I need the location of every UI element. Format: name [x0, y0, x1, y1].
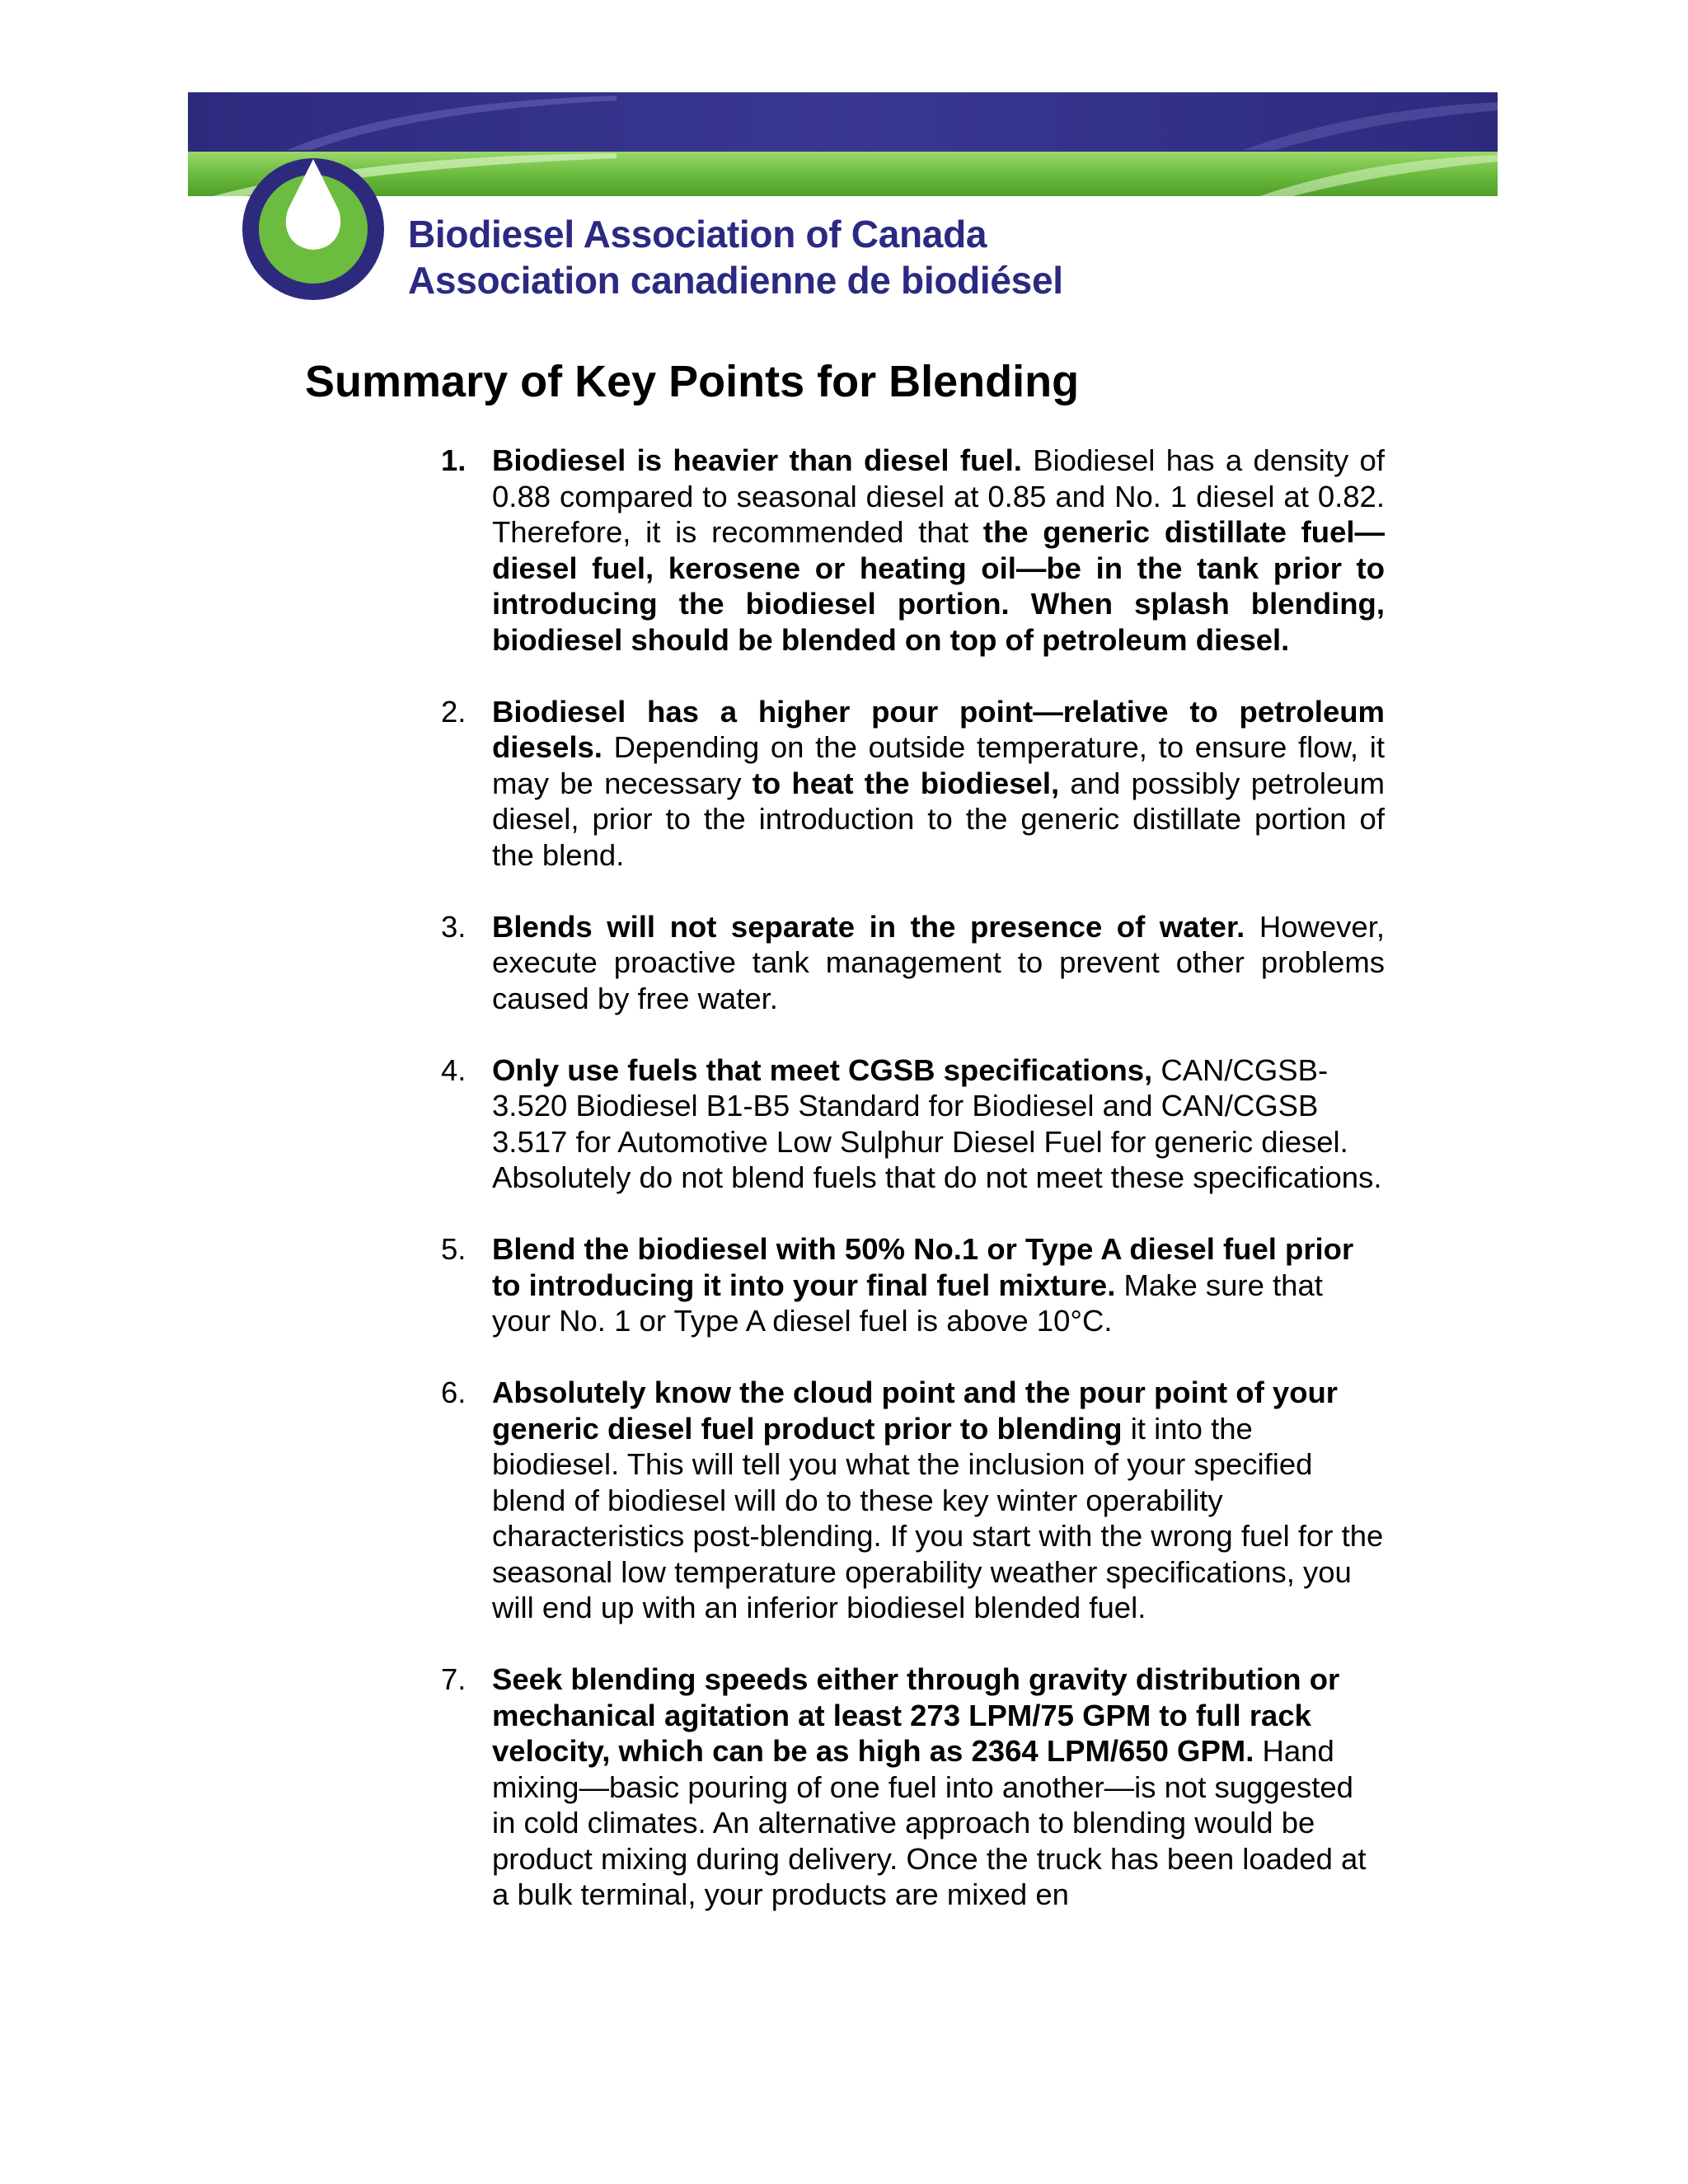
point-text-bold: Only use fuels that meet CGSB specifications, — [492, 1052, 1153, 1087]
point-text: Hand mixing—basic pouring of one fuel into another—is not suggested in cold climates. An alternative approach to blending would be product mixing during delivery. Once the truck has been loaded at a bulk terminal, your products are mixed en — [492, 1734, 1367, 1911]
point-text-bold: the generic distillate fuel—diesel fuel, kerosene or heating oil—be in the tank prior to introducing the biodiesel portion. When splash blending, biodiesel should be blended on top of petroleum diesel. — [492, 515, 1386, 657]
point-number: 2. — [441, 694, 467, 729]
organization-name — [408, 211, 1063, 303]
point-text: Make sure that your No. 1 or Type A diesel fuel is above 10°C. — [492, 1268, 1323, 1338]
point-text: Biodiesel has a density of 0.88 compared to seasonal diesel at 0.85 and No. 1 diesel at 0.82. Therefore, it is recommended that — [492, 443, 1385, 549]
key-point-7 — [441, 1661, 1385, 1913]
point-text-bold: to heat the biodiesel, — [752, 766, 1060, 800]
point-text: and possibly petroleum diesel, prior to the introduction to the generic distillate portion of the blend. — [492, 766, 1385, 872]
point-text-bold: Blends will not separate in the presence of water. — [492, 909, 1245, 944]
point-number: 1. — [441, 443, 467, 477]
key-point-4 — [441, 1052, 1385, 1196]
key-point-2 — [441, 694, 1385, 874]
point-text: it into the biodiesel. This will tell you what the inclusion of your specified blend of biodiesel will do to these key winter operability characteristics post-blending. If you start with the wrong fuel for the seasonal low temperature operability weather specifications, you will end up with an inferior biodiesel blended fuel. — [492, 1411, 1384, 1624]
key-point-3 — [441, 909, 1385, 1017]
point-text-bold: Biodiesel has a higher pour point—relative to petroleum diesels. — [492, 694, 1385, 764]
point-text-bold: Blend the biodiesel with 50% No.1 or Type A diesel fuel prior to introducing it into your final fuel mixture. — [492, 1232, 1354, 1302]
point-number: 4. — [441, 1052, 467, 1087]
point-number: 5. — [441, 1232, 467, 1266]
org-name-english: Biodiesel Association of Canada — [408, 213, 987, 255]
key-points-list — [441, 443, 1385, 1948]
page-title: Summary of Key Points for Blending — [305, 357, 1080, 406]
point-number: 7. — [441, 1662, 467, 1696]
point-number: 6. — [441, 1376, 467, 1409]
point-text: However, execute proactive tank management to prevent other problems caused by free water. — [492, 909, 1386, 1015]
key-point-1 — [441, 443, 1385, 658]
point-text-bold: Absolutely know the cloud point and the pour point of your generic diesel fuel product prior to blending — [492, 1376, 1338, 1446]
point-text: Depending on the outside temperature, to ensure flow, it may be necessary — [492, 730, 1385, 800]
org-name-french: Association canadienne de biodiésel — [408, 259, 1063, 302]
point-text-bold: Biodiesel is heavier than diesel fuel. — [492, 443, 1022, 477]
point-number: 3. — [441, 909, 467, 944]
drop-logo-icon — [239, 152, 387, 302]
point-text: CAN/CGSB-3.520 Biodiesel B1-B5 Standard for Biodiesel and CAN/CGSB 3.517 for Automotive Low Sulphur Diesel Fuel for generic diesel. Absolutely do not blend fuels that do not meet these specifications. — [492, 1052, 1382, 1194]
point-text-bold: Seek blending speeds either through gravity distribution or mechanical agitation at least 273 LPM/75 GPM to full rack velocity, which can be as high as 2364 LPM/650 GPM. — [492, 1662, 1340, 1768]
key-point-5 — [441, 1231, 1385, 1339]
key-point-6 — [441, 1375, 1385, 1626]
